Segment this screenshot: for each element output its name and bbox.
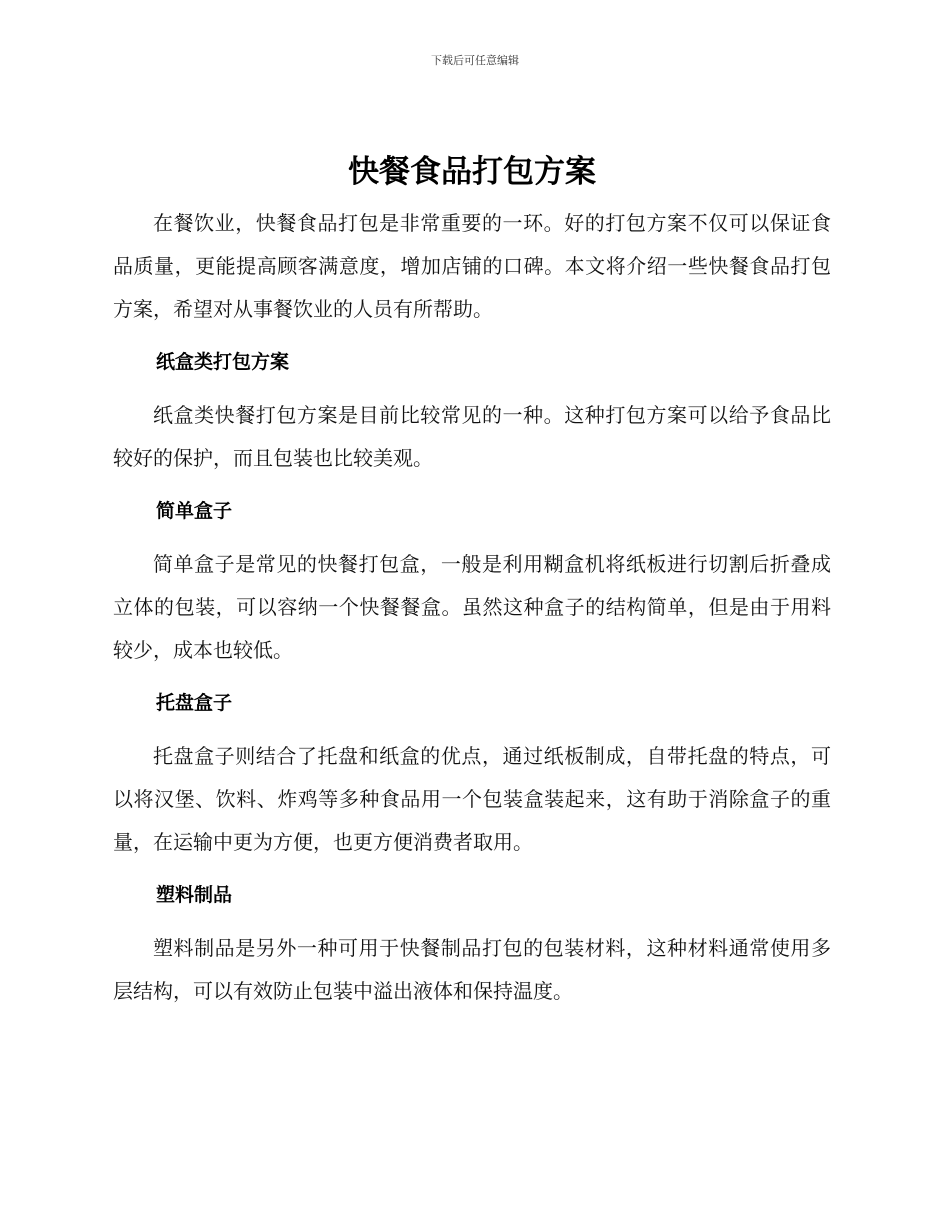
section-paragraph-paper-box: 纸盒类快餐打包方案是目前比较常见的一种。这种打包方案可以给予食品比较好的保护，而且包装也比较美观。 (113, 403, 831, 470)
section-paragraph-tray-box: 托盘盒子则结合了托盘和纸盒的优点，通过纸板制成，自带托盘的特点，可以将汉堡、饮料、炸鸡等多种食品用一个包装盒装起来，这有助于消除盒子的重量，在运输中更为方便，也更方便消费者取用。 (113, 744, 831, 854)
section-heading-plastic: 塑料制品 (156, 884, 233, 906)
page-header-note: 下载后可任意编辑 (431, 54, 519, 67)
intro-paragraph: 在餐饮业，快餐食品打包是非常重要的一环。好的打包方案不仅可以保证食品质量，更能提高顾客满意度，增加店铺的口碑。本文将介绍一些快餐食品打包方案，希望对从事餐饮业的人员有所帮助。 (113, 211, 831, 321)
section-heading-tray-box: 托盘盒子 (156, 692, 233, 714)
document-title: 快餐食品打包方案 (348, 154, 596, 190)
section-paragraph-plastic: 塑料制品是另外一种可用于快餐制品打包的包装材料，这种材料通常使用多层结构，可以有效防止包装中溢出液体和保持温度。 (113, 936, 831, 1003)
section-heading-paper-box: 纸盒类打包方案 (156, 351, 290, 373)
document-body (113, 150, 831, 1013)
section-paragraph-simple-box: 简单盒子是常见的快餐打包盒，一般是利用糊盒机将纸板进行切割后折叠成立体的包装，可以容纳一个快餐餐盒。虽然这种盒子的结构简单，但是由于用料较少，成本也较低。 (113, 552, 831, 662)
section-heading-simple-box: 简单盒子 (156, 500, 233, 522)
